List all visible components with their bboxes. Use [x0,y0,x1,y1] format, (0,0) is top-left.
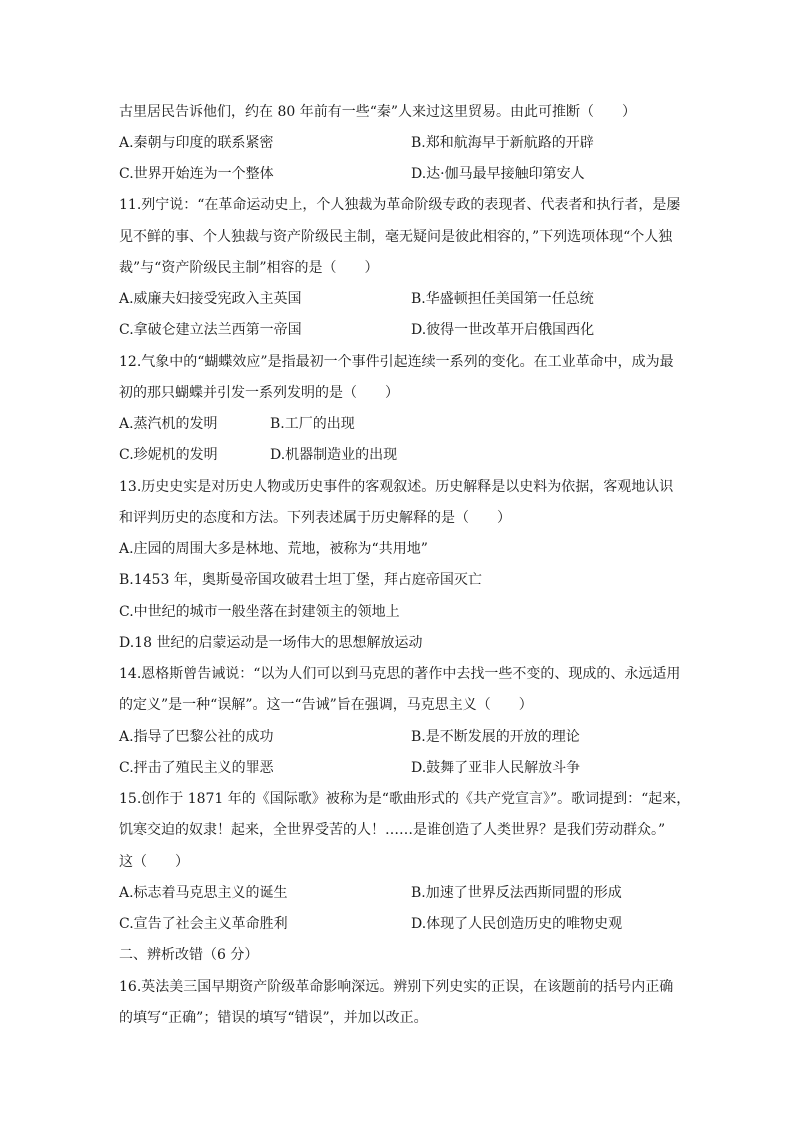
q15-stem-line1: 15.创作于 1871 年的《国际歌》被称为是“歌曲形式的《共产党宣言》”。歌词提到：“起来， [119,791,691,807]
q11-options-row1 [119,289,679,309]
q16-stem-line1: 16.英法美三国早期资产阶级革命影响深远。辨别下列史实的正误，在该题前的括号内正确 [119,979,674,995]
q13-option-d: D.18 世纪的启蒙运动是一场伟大的思想解放运动 [119,635,423,651]
q12-option-d: D.机器制造业的出现 [270,447,398,463]
q11-option-c: C.拿破仑建立法兰西第一帝国 [119,322,302,338]
q10-option-a: A.秦朝与印度的联系紧密 [119,135,274,151]
q14-option-d: D.鼓舞了亚非人民解放斗争 [411,760,581,776]
q15-option-a: A.标志着马克思主义的诞生 [119,885,288,901]
q11-option-a: A.威廉夫妇接受宪政入主英国 [119,291,302,307]
q14-options-row1 [119,727,679,747]
q13-option-a: A.庄园的周围大多是林地、荒地，被称为“共用地” [119,541,428,557]
q14-option-a: A.指导了巴黎公社的成功 [119,729,274,745]
q10-option-c: C.世界开始连为一个整体 [119,166,274,182]
q10-options-row1 [119,133,679,153]
q13-stem-line2: 和评判历史的态度和方法。下列表述属于历史解释的是（ ） [119,510,511,526]
q11-stem-line1: 11.列宁说：“在革命运动史上，个人独裁为革命阶级专政的表现者、代表者和执行者，是屡 [119,197,681,213]
q14-option-b: B.是不断发展的开放的理论 [411,729,580,745]
q14-option-c: C.抨击了殖民主义的罪恶 [119,760,274,776]
q11-option-b: B.华盛顿担任美国第一任总统 [411,291,594,307]
q15-option-c: C.宣告了社会主义革命胜利 [119,916,288,932]
q14-options-row2 [119,758,679,778]
q10-option-b: B.郑和航海早于新航路的开辟 [411,135,594,151]
q11-options-row2 [119,320,679,340]
q13-option-c: C.中世纪的城市一般坐落在封建领主的领地上 [119,604,400,620]
q11-stem-line3: 裁”与“资产阶级民主制”相容的是（ ） [119,260,379,276]
q16-stem-line2: 的填写“正确”；错误的填写“错误”，并加以改正。 [119,1010,428,1026]
q13-stem-line1: 13.历史史实是对历史人物或历史事件的客观叙述。历史解释是以史料为依据，客观地认识 [119,479,674,495]
section-2-heading: 二、辨析改错（6 分） [119,947,259,963]
q10-option-d: D.达·伽马最早接触印第安人 [411,166,585,182]
q13-option-b: B.1453 年，奥斯曼帝国攻破君士坦丁堡，拜占庭帝国灭亡 [119,572,482,588]
q11-stem-line2: 见不鲜的事、个人独裁与资产阶级民主制，毫无疑问是彼此相容的，”下列选项体现“个人独 [119,229,673,245]
q10-options-row2 [119,164,679,184]
q11-option-d: D.彼得一世改革开启俄国西化 [411,322,595,338]
q12-stem-line2: 初的那只蝴蝶并引发一系列发明的是（ ） [119,385,399,401]
q15-option-b: B.加速了世界反法西斯同盟的形成 [411,885,622,901]
q12-option-a: A.蒸汽机的发明 [119,416,218,432]
q15-option-d: D.体现了人民创造历史的唯物史观 [411,916,623,932]
q15-options-row2 [119,914,679,934]
q14-stem-line2: 的定义”是一种“误解”。这一“告诫”旨在强调，马克思主义（ ） [119,697,533,713]
q12-option-c: C.珍妮机的发明 [119,447,218,463]
q12-options-row2 [119,445,679,465]
q14-stem-line1: 14.恩格斯曾告诫说：“以为人们可以到马克思的著作中去找一些不变的、现成的、永远适用 [119,666,681,682]
q15-options-row1 [119,883,679,903]
q12-option-b: B.工厂的出现 [270,416,355,432]
q15-stem-line3: 这（ ） [119,854,189,870]
q12-options-row1 [119,414,679,434]
q12-stem-line1: 12.气象中的“蝴蝶效应”是指最初一个事件引起连续一系列的变化。在工业革命中，成为最 [119,354,674,370]
q10-stem-tail: 古里居民告诉他们，约在 80 年前有一些“秦”人来过这里贸易。由此可推断（ ） [119,104,637,120]
q15-stem-line2: 饥寒交迫的奴隶！起来，全世界受苦的人！……是谁创造了人类世界？是我们劳动群众。” [119,822,666,838]
